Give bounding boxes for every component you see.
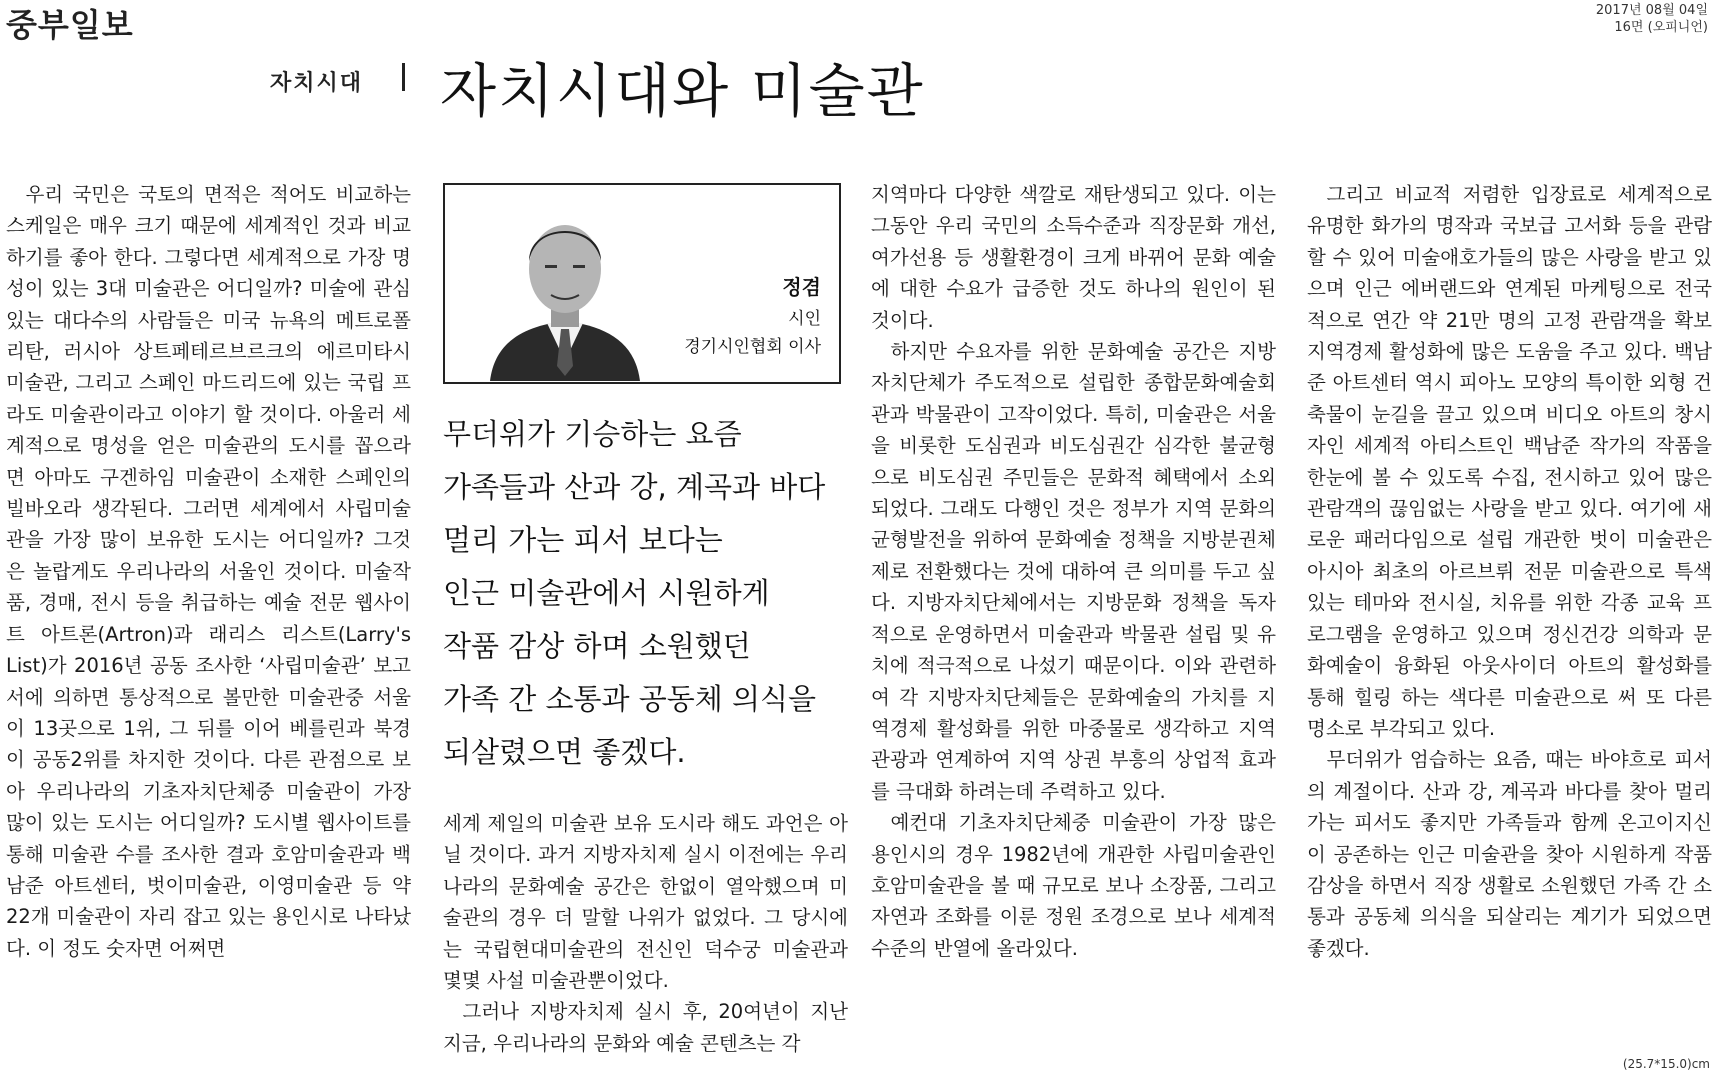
pull-quote-line: 무더위가 기승하는 요즘 (443, 417, 742, 451)
paragraph: 그러나 지방자치제 실시 후, 20여년이 지난 지금, 우리나라의 문화와 예술 콘텐츠는 각 (443, 1000, 848, 1055)
article-column-4 (1307, 179, 1712, 964)
paragraph: 우리 국민은 국토의 면적은 적어도 비교하는 스케일은 매우 크기 때문에 세계적인 것과 비교하기를 좋아 한다. 그렇다면 세계적으로 가장 명성이 있는 3대 미술관은 어디일까? 미술에 관심 있는 대다수의 사람들은 미국 뉴욕의 메트로폴리탄, 러시아 상트페테르브르크의 에르미타시 미술관, 그리고 스페인 마드리드에 있는 국립 프라도 미술관이라고 이야기 할 것이다. 아울러 세계적으로 명성을 얻은 미술관의 도시를 꼽으라면 아마도 구겐하임 미술관이 소재한 스페인의 빌바오라 생각된다. 그러면 세계에서 사립미술관을 가장 많이 보유한 도시는 어디일까? 그것은 놀랍게도 우리나라의 서울인 것이다. 미술작품, 경매, 전시 등을 취급하는 예술 전문 웹사이트 아트론(Artron)과 래리스 리스트(Larry's List)가 2016년 공동 조사한 ‘사립미술관’ 보고서에 의하면 통상적으로 볼만한 미술관중 서울이 13곳으로 1위, 그 뒤를 이어 베를린과 북경이 공동2위를 차지한 것이다. 다른 관점으로 보아 우리나라의 기초자치단체중 미술관이 가장 많이 있는 도시는 어디일까? 도시별 웹사이트를 통해 미술관 수를 조사한 결과 호암미술관과 백남준 아트센터, 벗이미술관, 이영미술관 등 약 22개 미술관이 자리 잡고 있는 용인시로 나타났다. 이 정도 숫자면 어쩌면 (6, 183, 411, 960)
author-photo (485, 191, 645, 381)
article-column-3 (871, 179, 1276, 964)
author-organization: 경기시인협회 이사 (684, 337, 821, 357)
pull-quote-line: 인근 미술관에서 시원하게 (443, 576, 770, 610)
series-label: 자치시대 (270, 71, 364, 96)
paragraph: 지역마다 다양한 색깔로 재탄생되고 있다. 이는 그동안 우리 국민의 소득수준과 직장문화 개선, 여가선용 등 생활환경이 크게 바뀌어 문화 예술에 대한 수요가 급증한 것도 하나의 원인이 된 것이다. (871, 183, 1276, 332)
newspaper-masthead: 중부일보 (6, 6, 134, 44)
pull-quote-line: 되살렸으면 좋겠다. (443, 735, 686, 769)
author-role: 시인 (788, 309, 821, 329)
pull-quote-line: 작품 감상 하며 소원했던 (443, 629, 751, 663)
pull-quote-line: 멀리 가는 피서 보다는 (443, 523, 723, 557)
pull-quote-line: 가족 간 소통과 공동체 의식을 (443, 682, 817, 716)
series-divider (402, 63, 405, 91)
paragraph: 세계 제일의 미술관 보유 도시라 해도 과언은 아닐 것이다. 과거 지방자치제 실시 이전에는 우리나라의 문화예술 공간은 한없이 열악했으며 미술관의 경우 더 말할 나위가 없었다. 그 당시에는 국립현대미술관의 전신인 덕수궁 미술관과 몇몇 사설 미술관뿐이었다. (443, 812, 848, 993)
paragraph: 그리고 비교적 저렴한 입장료로 세계적으로 유명한 화가의 명작과 국보급 고서화 등을 관람할 수 있어 미술애호가들의 많은 사랑을 받고 있으며 인근 에버랜드와 연계된 마케팅으로 전국적으로 연간 약 21만 명의 고정 관람객을 확보 지역경제 활성화에 많은 도움을 주고 있다. 백남준 아트센터 역시 피아노 모양의 특이한 외형 건축물이 눈길을 끌고 있으며 비디오 아트의 창시자인 세계적 아티스트인 백남준 작가의 작품을 한눈에 볼 수 있도록 수집, 전시하고 있어 많은 관람객의 끊임없는 사랑을 받고 있다. 여기에 새로운 패러다임으로 설립 개관한 벗이 미술관은 아시아 최초의 아르브뤼 전문 미술관으로 특색 있는 테마와 전시실, 치유를 위한 각종 교육 프로그램을 운영하고 있으며 정신건강 의학과 문화예술이 융화된 아웃사이더 아트의 활성화를 통해 힐링 하는 색다른 미술관으로 써 또 다른 명소로 부각되고 있다. (1307, 183, 1712, 740)
author-name: 정겸 (782, 275, 821, 299)
article-headline: 자치시대와 미술관 (440, 57, 925, 125)
issue-page: 16면 (오피니언) (1614, 20, 1708, 35)
paragraph: 예컨대 기초자치단체중 미술관이 가장 많은 용인시의 경우 1982년에 개관한 사립미술관인 호암미술관을 볼 때 규모로 보나 소장품, 그리고 자연과 조화를 이룬 정원 조경으로 보나 세계적 수준의 반열에 올라있다. (871, 811, 1276, 960)
pull-quote (443, 408, 843, 779)
author-profile-box (443, 183, 841, 384)
paragraph: 하지만 수요자를 위한 문화예술 공간은 지방자치단체가 주도적으로 설립한 종합문화예술회관과 박물관이 고작이었다. 특히, 미술관은 서울을 비롯한 도심권과 비도심권간 심각한 불균형으로 비도심권 주민들은 문화적 혜택에서 소외되었다. 그래도 다행인 것은 정부가 지역 문화의 균형발전을 위하여 문화예술 정책을 지방분권체제로 전환했다는 것에 대하여 큰 의미를 두고 싶다. 지방자치단체에서는 지방문화 정책을 독자적으로 운영하면서 미술관과 박물관 설립 및 유치에 적극적으로 나섰기 때문이다. 이와 관련하여 각 지방자치단체들은 문화예술의 가치를 지역경제 활성화를 위한 마중물로 생각하고 지역관광과 연계하여 지역 상권 부흥의 상업적 효과를 극대화 하려는데 주력하고 있다. (871, 340, 1276, 803)
article-column-2 (443, 808, 848, 1059)
article-size-note: (25.7*15.0)cm (1622, 1057, 1710, 1071)
issue-meta (1596, 2, 1708, 36)
issue-date: 2017년 08월 04일 (1595, 3, 1708, 18)
article-column-1 (6, 179, 411, 964)
pull-quote-line: 가족들과 산과 강, 계곡과 바다 (443, 470, 826, 504)
paragraph: 무더위가 엄습하는 요즘, 때는 바야흐로 피서의 계절이다. 산과 강, 계곡과 바다를 찾아 멀리 가는 피서도 좋지만 가족들과 함께 온고이지신이 공존하는 인근 미술관을 찾아 시원하게 작품 감상을 하면서 직장 생활로 소원했던 가족 간 소통과 공동체 의식을 되살리는 계기가 되었으면 좋겠다. (1307, 748, 1712, 960)
